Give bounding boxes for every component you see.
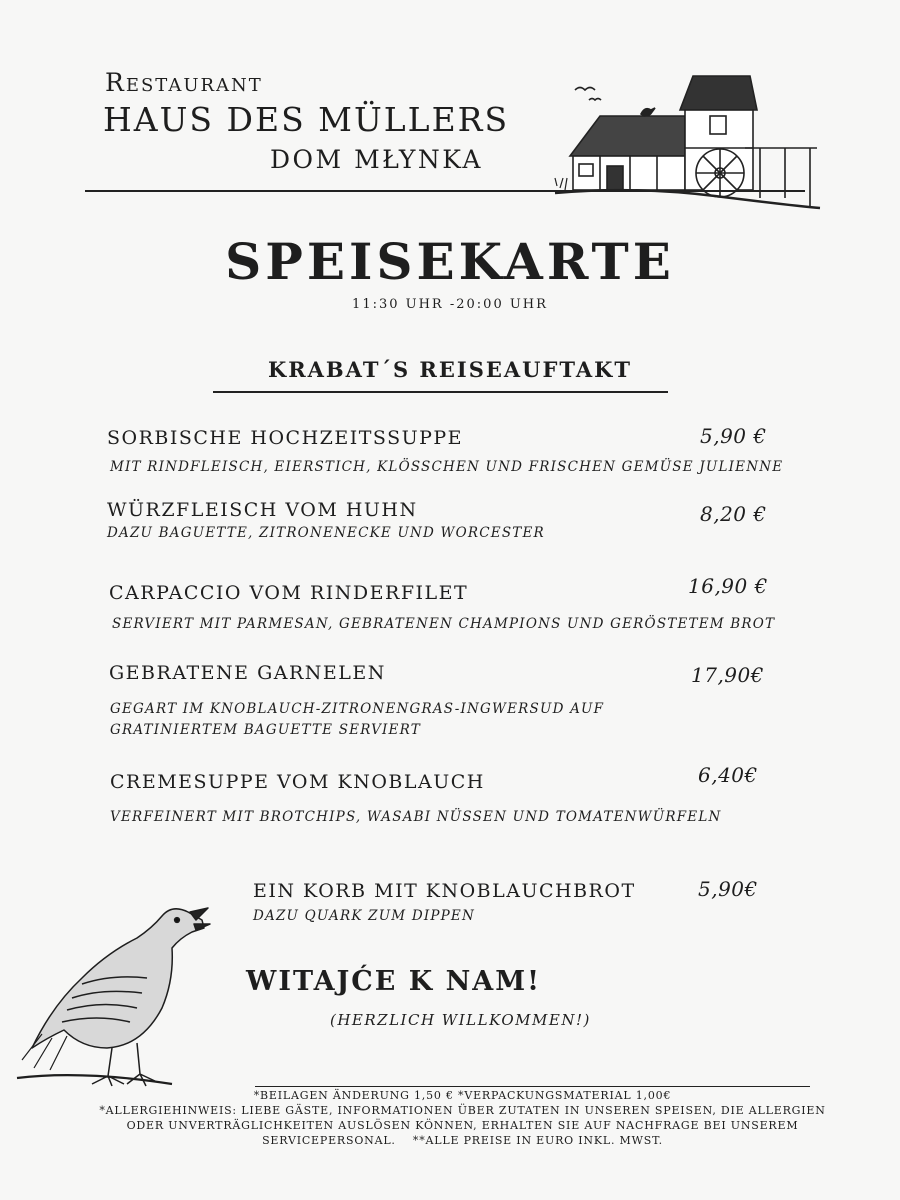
dish-price: 6,40€ — [698, 763, 758, 787]
dish-name: CREMESUPPE VOM KNOBLAUCH — [110, 771, 485, 793]
dish-price: 8,20 € — [700, 502, 767, 526]
dish-price: 16,90 € — [688, 574, 768, 598]
restaurant-label: Restaurant — [105, 68, 263, 97]
footer-line: ODER UNVERTRÄGLICHKEITEN AUSLÖSEN KÖNNEN, ERHALTEN SIE AUF NACHFRAGE BEI UNSEREM — [126, 1119, 799, 1132]
welcome-subtitle: (HERZLICH WILLKOMMEN!) — [330, 1011, 591, 1029]
dish-description: VERFEINERT MIT BROTCHIPS, WASABI NÜSSEN UND TOMATENWÜRFELN — [110, 809, 722, 825]
section-divider — [213, 391, 668, 393]
dish-name: EIN KORB MIT KNOBLAUCHBROT — [253, 880, 636, 902]
restaurant-name-sorbian: DOM MŁYNKA — [270, 145, 483, 174]
dish-name: SORBISCHE HOCHZEITSSUPPE — [107, 427, 464, 449]
dish-name: GEBRATENE GARNELEN — [109, 662, 386, 684]
dish-price: 5,90€ — [698, 877, 758, 901]
welcome-heading: WITAJĆE K NAM! — [246, 966, 541, 997]
dish-name: WÜRZFLEISCH VOM HUHN — [107, 499, 418, 521]
dish-name: CARPACCIO VOM RINDERFILET — [109, 582, 469, 604]
dish-description: SERVIERT MIT PARMESAN, GEBRATENEN CHAMPIONS UND GERÖSTETEM BROT — [112, 616, 776, 632]
dish-description: GEGART IM KNOBLAUCH-ZITRONENGRAS-INGWERSUD AUF — [110, 701, 605, 717]
raven-icon — [12, 898, 212, 1090]
footer-line: *BEILAGEN ÄNDERUNG 1,50 € *VERPACKUNGSMATERIAL 1,00€ — [253, 1089, 672, 1102]
footer-divider — [255, 1086, 810, 1087]
menu-title: SPEISEKARTE — [225, 232, 675, 291]
dish-price: 5,90 € — [700, 424, 767, 448]
opening-hours: 11:30 UHR -20:00 UHR — [352, 297, 548, 312]
restaurant-name: HAUS DES MÜLLERS — [103, 100, 510, 139]
watermill-icon — [545, 68, 825, 218]
section-heading: KRABAT´S REISEAUFTAKT — [267, 357, 633, 382]
dish-price: 17,90€ — [691, 663, 764, 687]
dish-description: MIT RINDFLEISCH, EIERSTICH, KLÖSSCHEN UND FRISCHEN GEMÜSE JULIENNE — [110, 459, 784, 475]
footer-notes — [95, 1088, 830, 1148]
dish-description: DAZU BAGUETTE, ZITRONENECKE UND WORCESTER — [107, 525, 545, 541]
dish-description: GRATINIERTEM BAGUETTE SERVIERT — [110, 722, 421, 738]
footer-line: SERVICEPERSONAL. **ALLE PREISE IN EURO INKL. MWST. — [262, 1134, 663, 1147]
dish-description: DAZU QUARK ZUM DIPPEN — [253, 908, 476, 924]
header-divider — [85, 190, 805, 192]
footer-line: *ALLERGIEHINWEIS: LIEBE GÄSTE, INFORMATIONEN ÜBER ZUTATEN IN UNSEREN SPEISEN, DIE ALLERGIEN — [99, 1104, 826, 1117]
